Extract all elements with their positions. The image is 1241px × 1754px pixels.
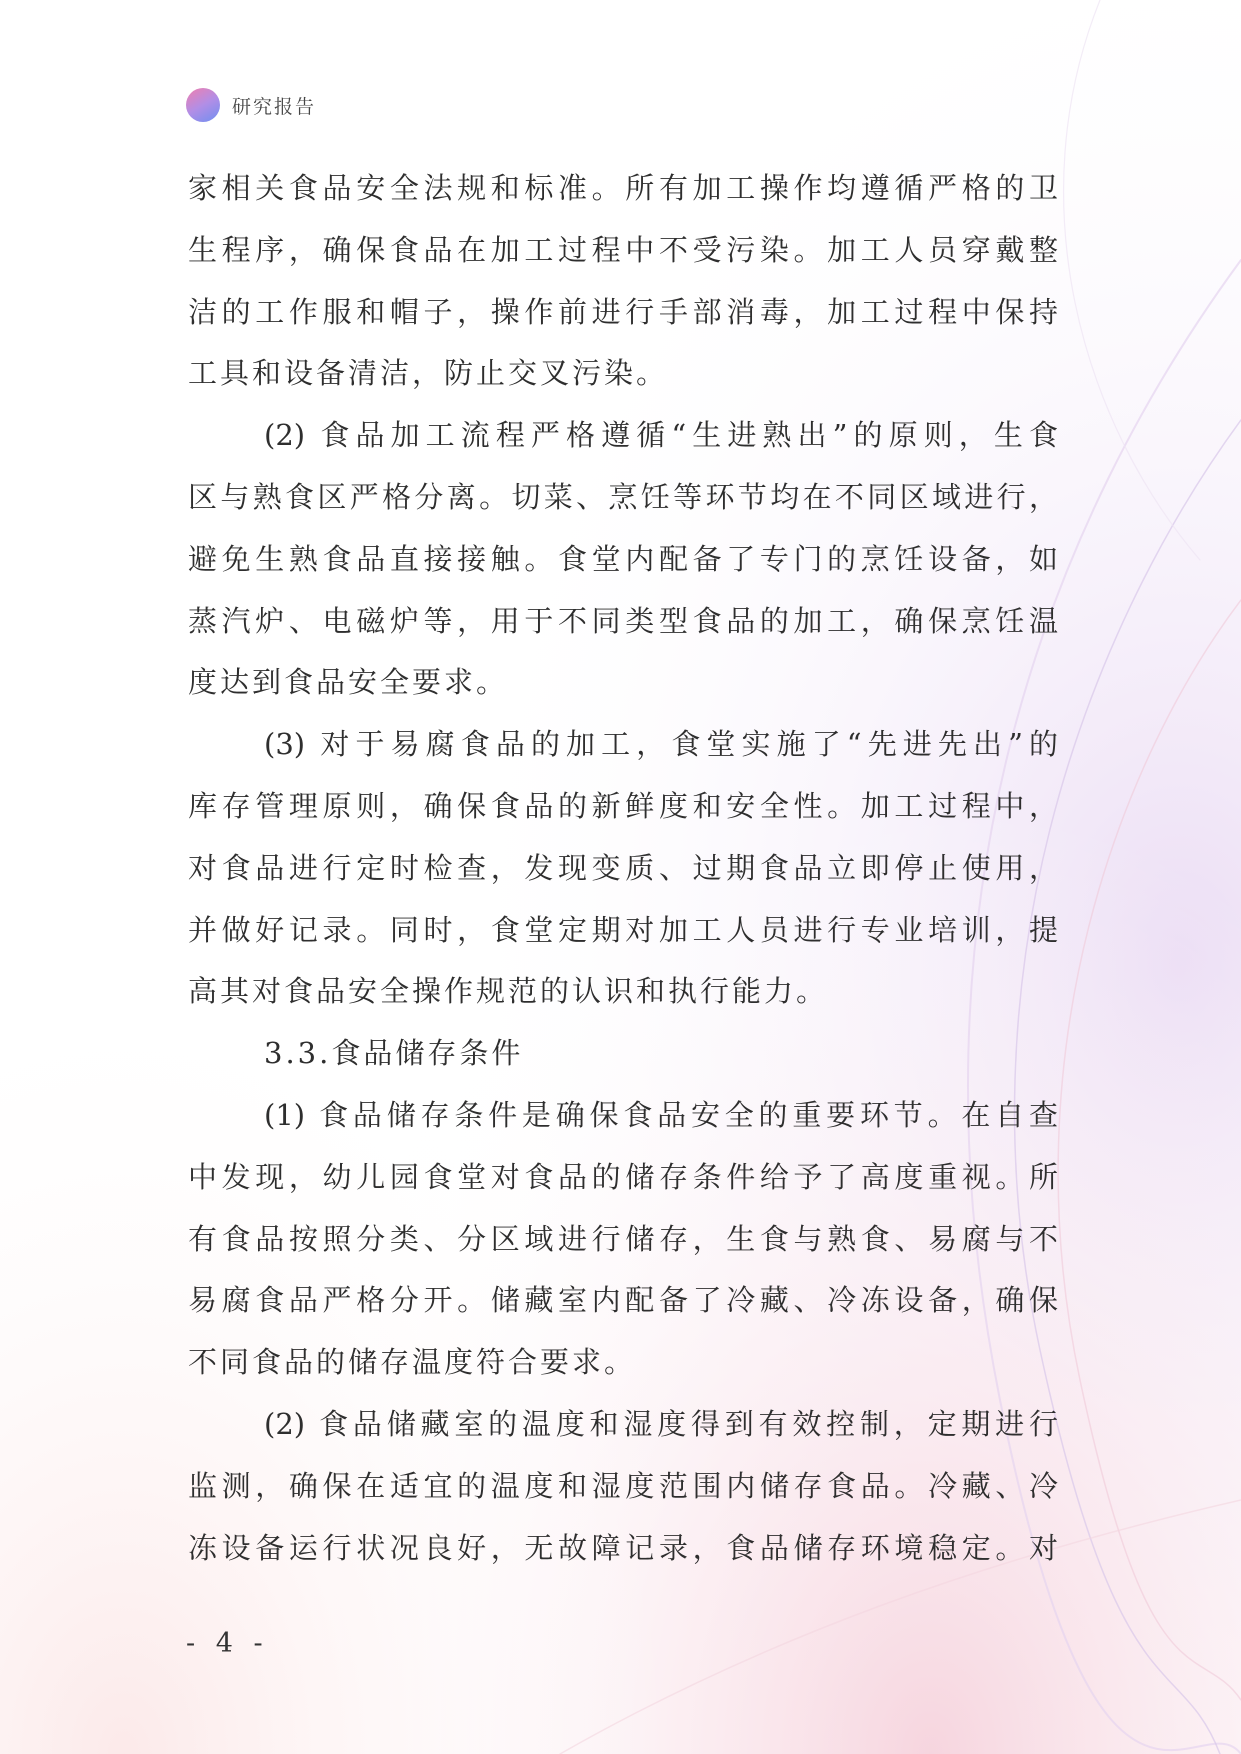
text-line: 区与熟食区严格分离。切菜、烹饪等环节均在不同区域进行， (188, 479, 1058, 514)
text-line: 生程序，确保食品在加工过程中不受污染。加工人员穿戴整 (188, 232, 1058, 267)
text-line: 洁的工作服和帽子，操作前进行手部消毒，加工过程中保持 (188, 294, 1058, 329)
text-line: (1) 食品储存条件是确保食品安全的重要环节。在自查 (264, 1097, 1058, 1132)
text-line: 库存管理原则，确保食品的新鲜度和安全性。加工过程中， (188, 788, 1058, 823)
text-line: 易腐食品严格分开。储藏室内配备了冷藏、冷冻设备，确保 (188, 1283, 1058, 1318)
page-number: - 4 - (186, 1628, 269, 1659)
text-line: 3.3.食品储存条件 (264, 1036, 524, 1071)
text-line: 并做好记录。同时，食堂定期对加工人员进行专业培训，提 (188, 912, 1058, 947)
text-line: (2) 食品储藏室的温度和湿度得到有效控制，定期进行 (264, 1406, 1058, 1441)
text-line: 中发现，幼儿园食堂对食品的储存条件给予了高度重视。所 (188, 1159, 1058, 1194)
document-body (188, 158, 1058, 1579)
logo-circle-icon (186, 88, 220, 122)
header-title: 研究报告 (232, 95, 317, 118)
text-line: 工具和设备清洁，防止交叉污染。 (188, 356, 669, 391)
text-line: 监测，确保在适宜的温度和湿度范围内储存食品。冷藏、冷 (188, 1468, 1058, 1503)
text-line: (2) 食品加工流程严格遵循“生进熟出”的原则，生食 (264, 418, 1058, 453)
text-line: 对食品进行定时检查，发现变质、过期食品立即停止使用， (188, 850, 1058, 885)
text-line: 蒸汽炉、电磁炉等，用于不同类型食品的加工，确保烹饪温 (188, 603, 1058, 638)
text-line: (3) 对于易腐食品的加工，食堂实施了“先进先出”的 (264, 727, 1058, 762)
text-line: 冻设备运行状况良好，无故障记录，食品储存环境稳定。对 (188, 1530, 1058, 1565)
text-line: 有食品按照分类、分区域进行储存，生食与熟食、易腐与不 (188, 1221, 1058, 1256)
text-line: 家相关食品安全法规和标准。所有加工操作均遵循严格的卫 (188, 171, 1058, 205)
text-line: 避免生熟食品直接接触。食堂内配备了专门的烹饪设备，如 (188, 541, 1058, 576)
text-line: 高其对食品安全操作规范的认识和执行能力。 (188, 974, 829, 1009)
text-line: 度达到食品安全要求。 (188, 665, 509, 700)
text-line: 不同食品的储存温度符合要求。 (188, 1345, 637, 1380)
page-header (186, 88, 316, 122)
